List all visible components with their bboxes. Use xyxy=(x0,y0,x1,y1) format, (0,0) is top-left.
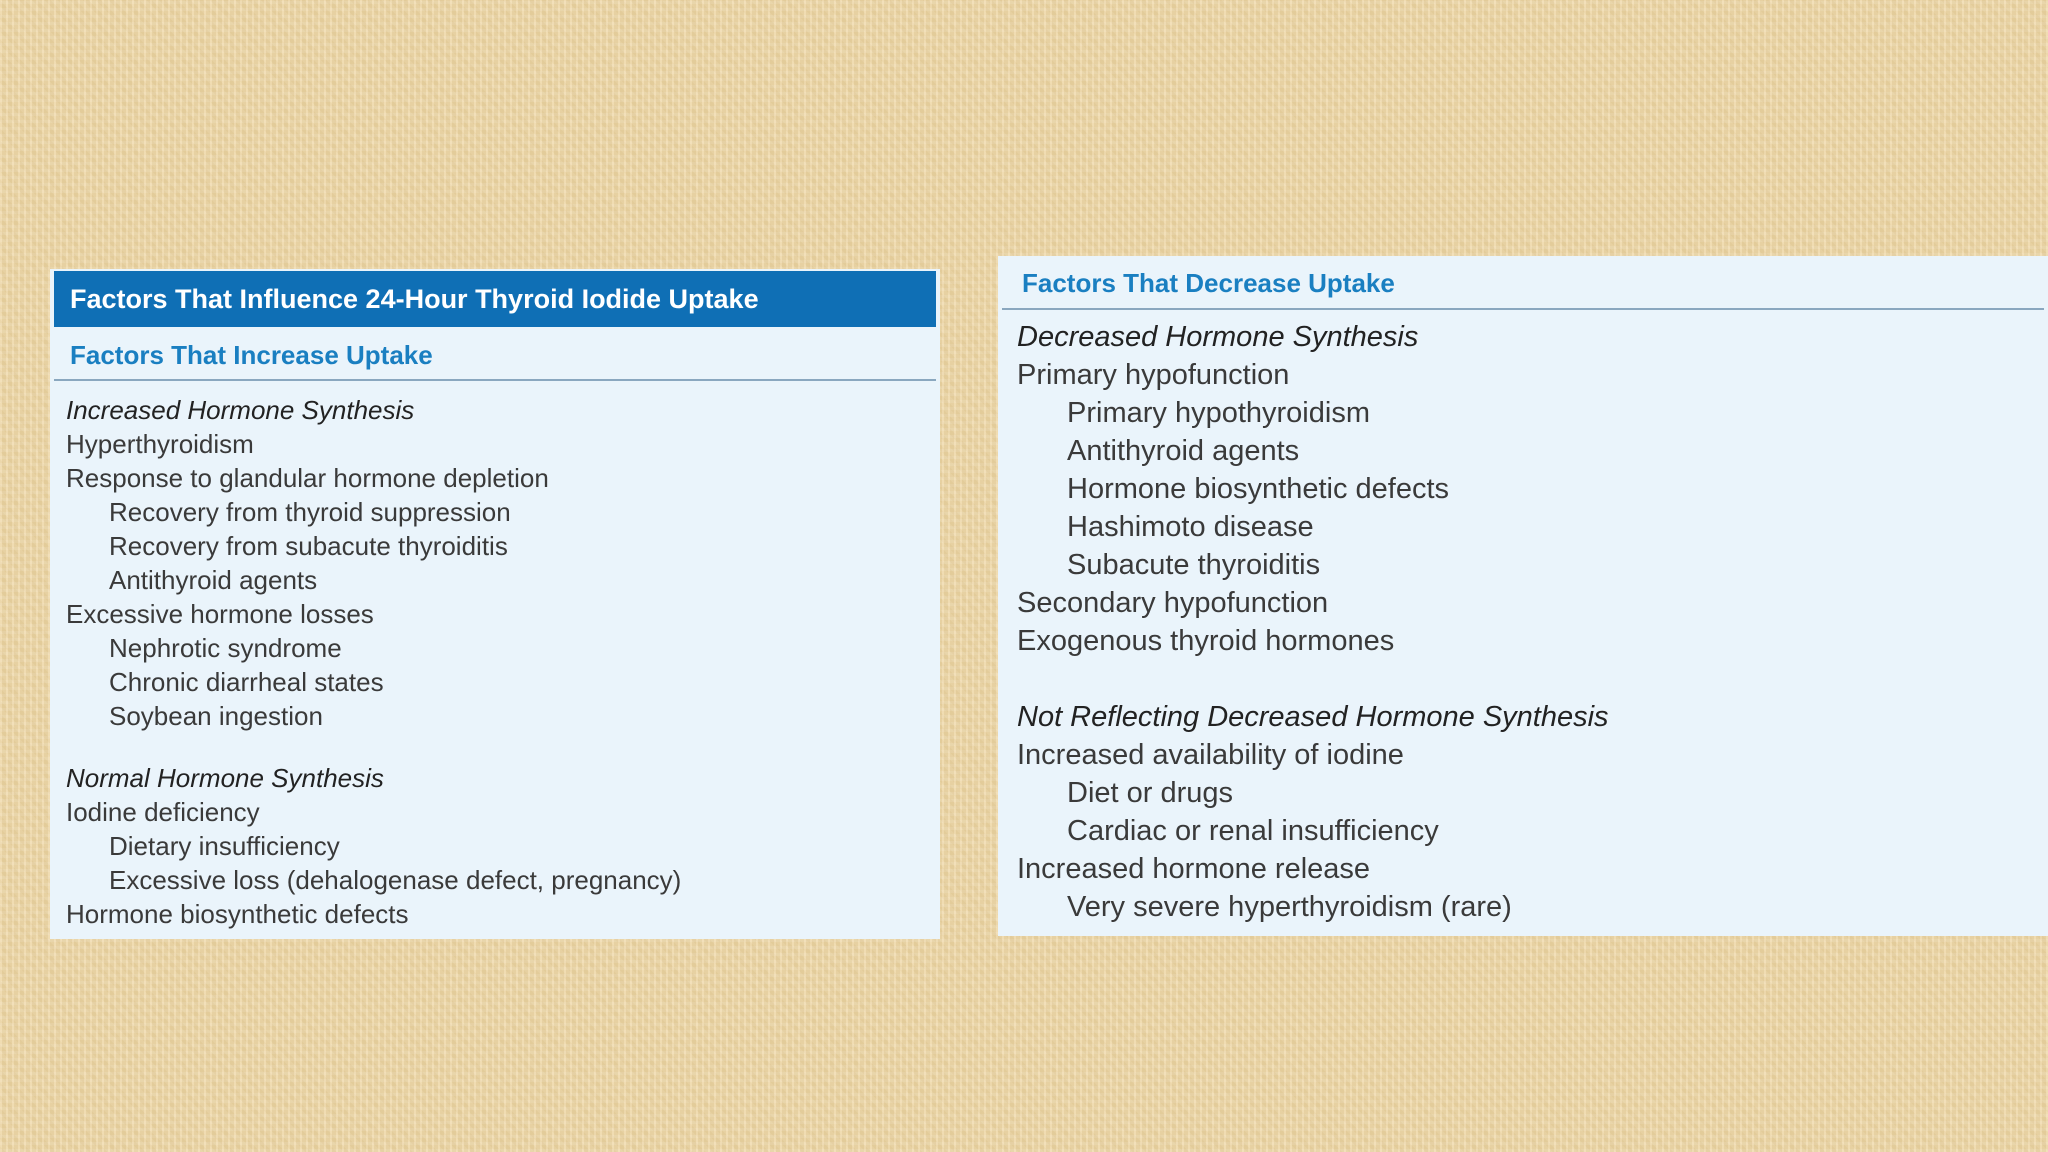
list-subitem: Recovery from subacute thyroiditis xyxy=(109,531,508,561)
right-table-panel xyxy=(998,256,2048,936)
section-heading-decrease: Factors That Decrease Uptake xyxy=(1002,256,2044,310)
list-item: Response to glandular hormone depletion xyxy=(66,463,549,493)
list-subitem: Excessive loss (dehalogenase defect, pregnancy) xyxy=(109,865,682,895)
list-subitem: Antithyroid agents xyxy=(109,565,318,595)
list-subitem: Dietary insufficiency xyxy=(109,831,340,861)
list-subitem: Hashimoto disease xyxy=(1067,511,1314,543)
list-subitem: Subacute thyroiditis xyxy=(1067,549,1321,581)
decrease-factors-list xyxy=(998,310,2048,926)
list-subitem: Antithyroid agents xyxy=(1067,435,1300,467)
left-table-panel xyxy=(50,269,940,939)
section-heading-increase: Factors That Increase Uptake xyxy=(54,327,936,381)
list-item: Secondary hypofunction xyxy=(1017,587,1329,619)
group-heading: Decreased Hormone Synthesis xyxy=(1017,321,1419,353)
increase-factors-list xyxy=(50,381,940,931)
list-subitem: Chronic diarrheal states xyxy=(109,667,384,697)
list-subitem: Cardiac or renal insufficiency xyxy=(1067,815,1439,847)
list-item: Exogenous thyroid hormones xyxy=(1017,625,1395,657)
group-heading: Not Reflecting Decreased Hormone Synthesis xyxy=(1017,701,1609,733)
list-item: Increased hormone release xyxy=(1017,853,1371,885)
list-subitem: Nephrotic syndrome xyxy=(109,633,342,663)
table-title: Factors That Influence 24-Hour Thyroid Iodide Uptake xyxy=(54,271,936,327)
spacer xyxy=(998,660,2048,698)
list-item: Excessive hormone losses xyxy=(66,599,374,629)
list-subitem: Recovery from thyroid suppression xyxy=(109,497,511,527)
list-item: Primary hypofunction xyxy=(1017,359,1290,391)
list-item: Iodine deficiency xyxy=(66,797,260,827)
list-subitem: Hormone biosynthetic defects xyxy=(1067,473,1450,505)
list-subitem: Primary hypothyroidism xyxy=(1067,397,1370,429)
group-heading: Normal Hormone Synthesis xyxy=(66,763,384,793)
list-item: Hyperthyroidism xyxy=(66,429,254,459)
group-heading: Increased Hormone Synthesis xyxy=(66,395,415,425)
list-subitem: Very severe hyperthyroidism (rare) xyxy=(1067,891,1512,923)
list-item: Hormone biosynthetic defects xyxy=(66,899,409,929)
list-subitem: Soybean ingestion xyxy=(109,701,323,731)
list-item: Increased availability of iodine xyxy=(1017,739,1404,771)
list-subitem: Diet or drugs xyxy=(1067,777,1234,809)
spacer xyxy=(50,733,940,761)
